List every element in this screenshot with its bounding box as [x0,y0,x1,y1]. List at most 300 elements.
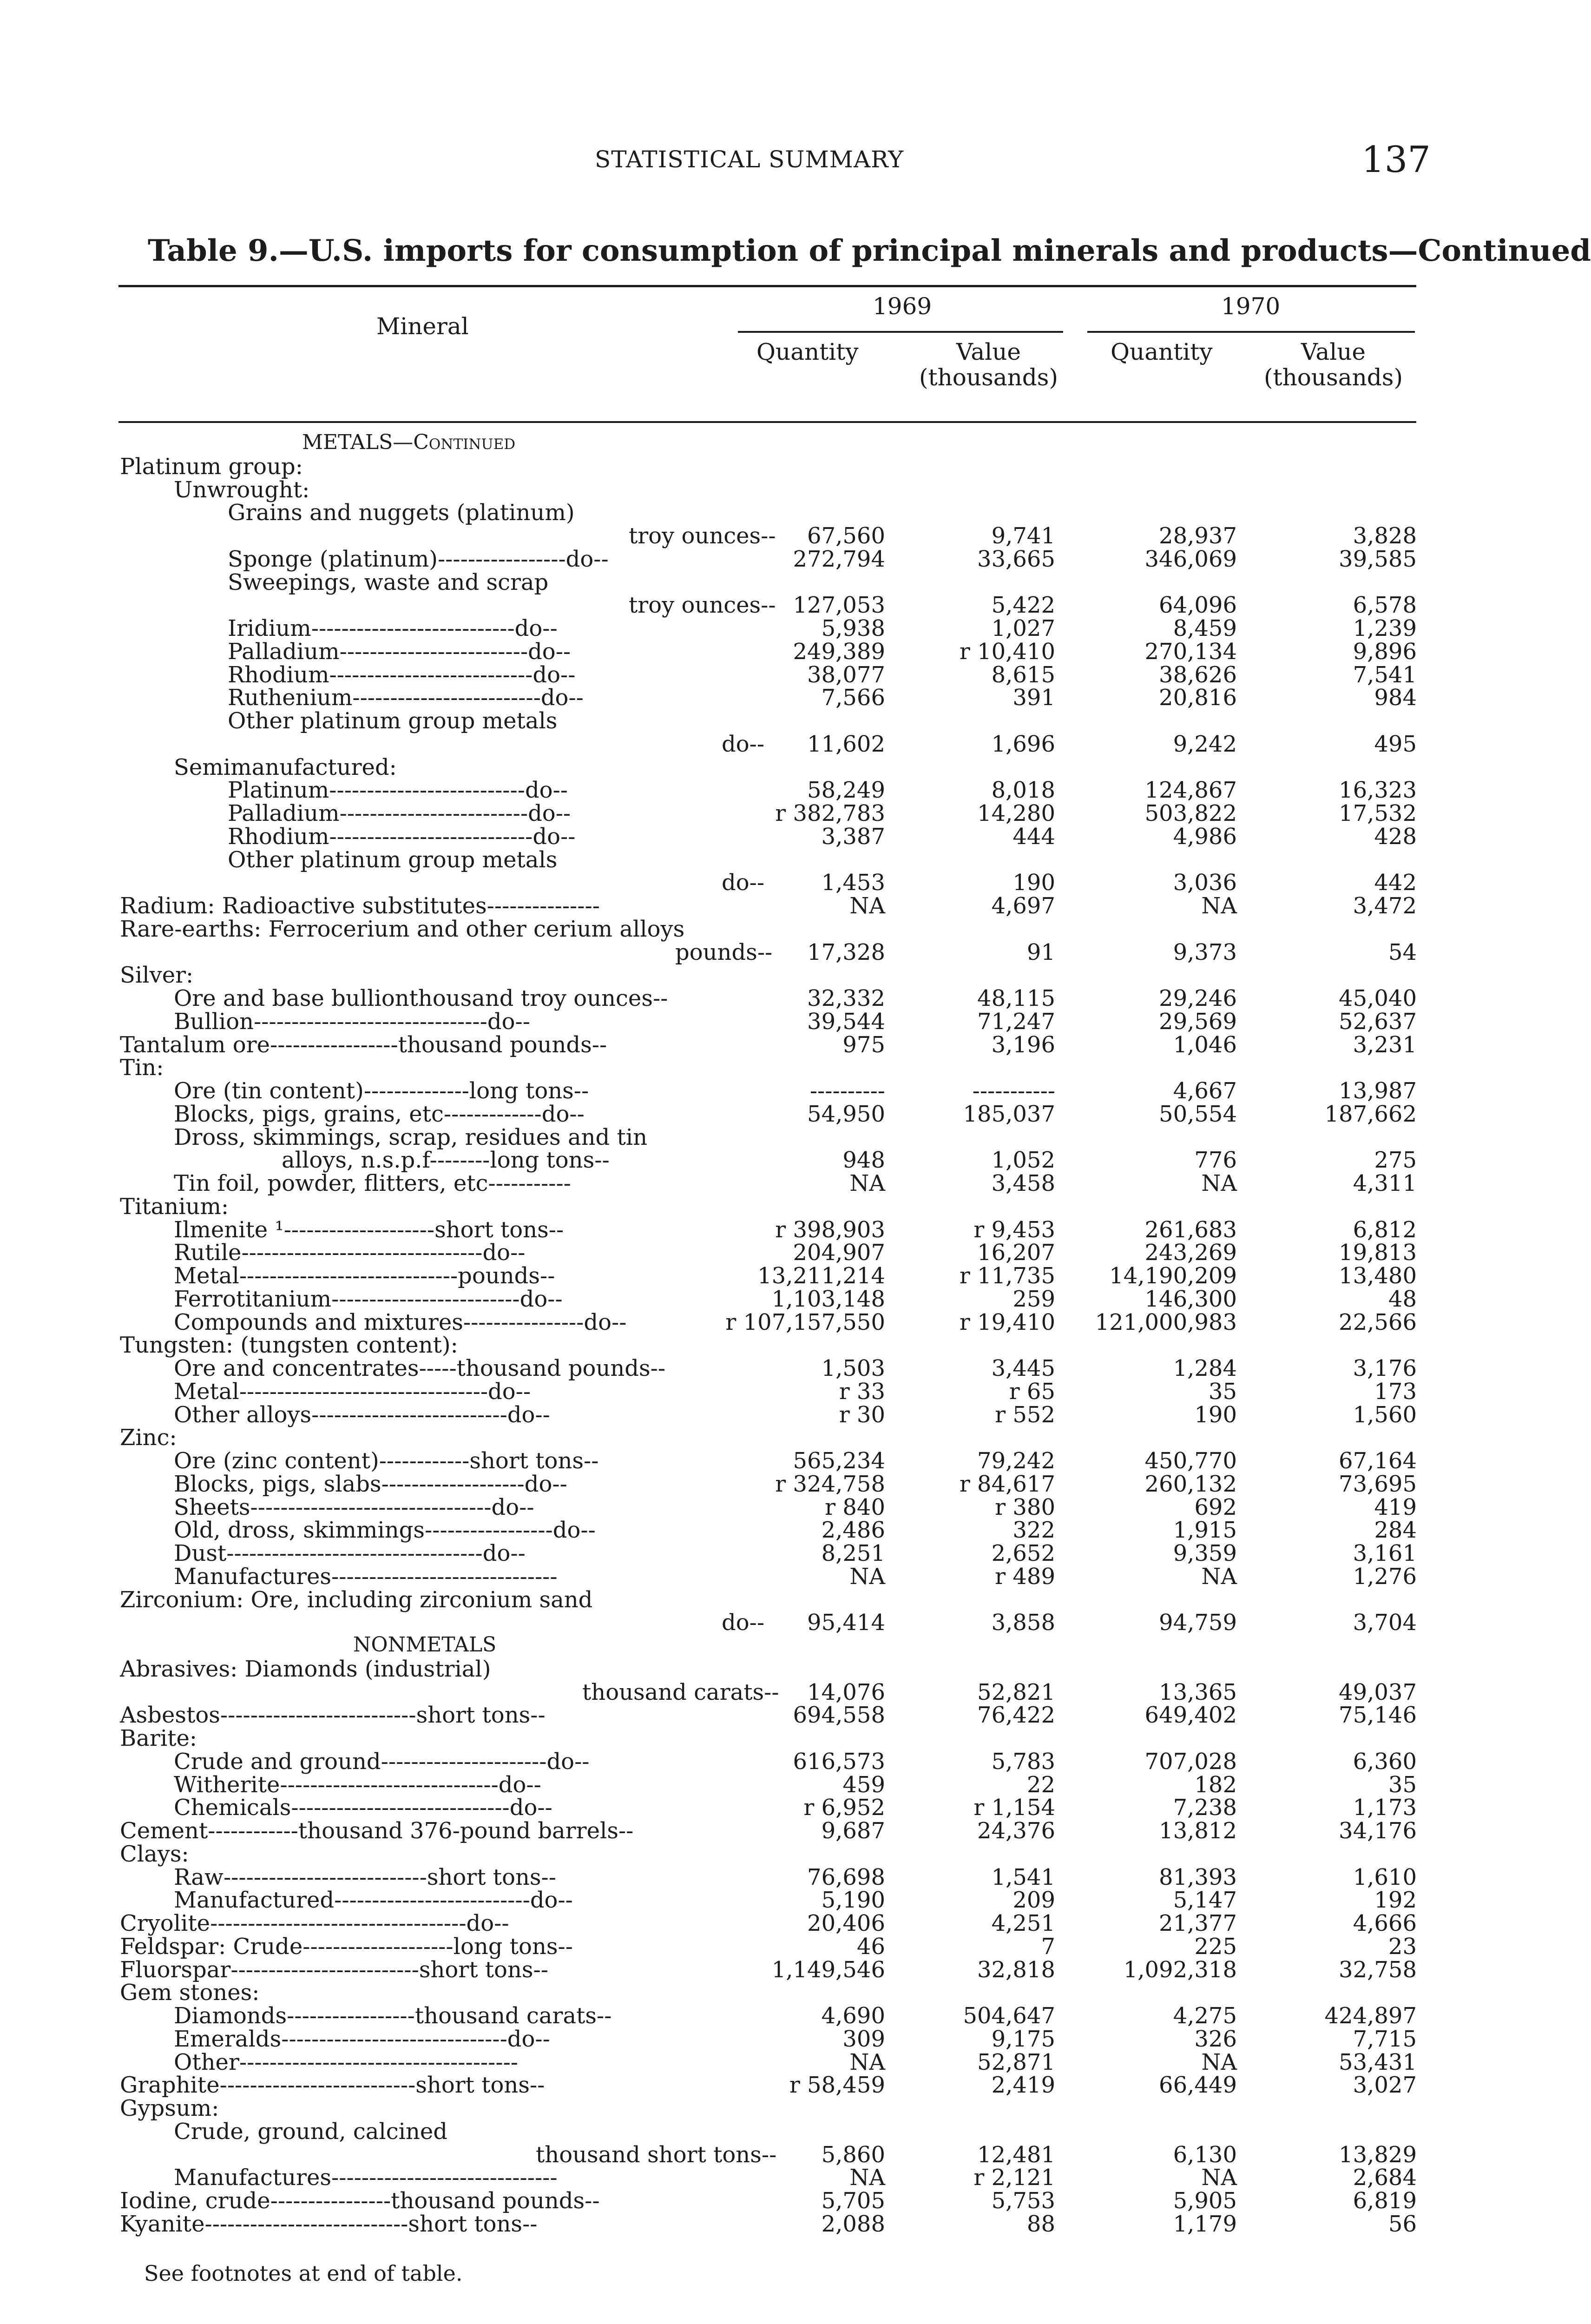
row-unit: short tons [469,1448,584,1474]
value-cell: 14,280 [977,800,1055,826]
row-label: Fluorspar-------------------------short tons-- [120,1956,548,1983]
value-cell: 6,819 [1353,2188,1417,2214]
value-cell: 9,896 [1353,638,1417,665]
leader-dots: ------------- [443,1101,542,1127]
value-cell: 76,698 [807,1864,885,1890]
row-label: Gem stones: [120,1980,260,2006]
header-bottom-rule [118,421,1416,423]
value-cell: 270,134 [1144,638,1237,665]
value-cell: 428 [1374,823,1417,850]
table-row [0,1889,1570,1913]
row-label: Manufactured--------------------------do-- [174,1887,573,1914]
value-cell: NA [1201,2165,1237,2191]
value-cell: 7,566 [821,685,885,711]
value-cell: r 33 [839,1378,885,1405]
row-unit: do [514,615,543,641]
value-cell: 4,275 [1173,2003,1237,2029]
value-cell: 322 [1012,1517,1055,1544]
row-label: Compounds and mixtures----------------do-- [174,1309,627,1335]
row-unit: short tons [434,1216,549,1243]
value-cell: 38,077 [807,661,885,688]
leader-dots: ----------------------------- [239,1263,458,1289]
value-cell: NA [849,2049,885,2075]
leader-dots: ------------------------------ [331,2165,558,2191]
value-cell: r 840 [825,1494,885,1520]
value-cell: 4,690 [821,2003,885,2029]
row-unit: pounds [458,1263,540,1289]
value-cell: 3,458 [991,1170,1055,1196]
leader-dots: ----------------------------- [291,1795,510,1821]
value-cell: 64,096 [1159,592,1237,619]
value-cell: 22 [1026,1771,1055,1798]
table-row [0,1380,1570,1405]
row-label: Ferrotitanium-------------------------do-- [174,1286,563,1312]
value-cell: 3,472 [1353,893,1417,919]
value-cell: 192 [1374,1887,1417,1914]
row-unit: short tons [427,1864,541,1890]
value-cell: 7,715 [1353,2026,1417,2052]
table-row [0,1473,1570,1497]
value-cell: ---------- [809,1078,885,1104]
value-cell: 450,770 [1144,1448,1237,1474]
table-row [0,640,1570,665]
leader-dots: ----- [419,1355,457,1381]
row-label: Manufactures------------------------------ [174,1563,558,1590]
leader-dots: ------------ [208,1818,298,1844]
value-1969-header: Value (thousands) [919,338,1058,391]
table-row [0,1586,1570,1613]
leader-dots: ------------------------------------- [239,2049,518,2075]
leader-dots: --------------------------- [223,1864,427,1890]
value-cell: 3,196 [991,1031,1055,1058]
row-label: Cement------------thousand 376-pound barrels-- [120,1818,634,1844]
value-cell: 29,246 [1159,985,1237,1011]
row-unit: do [540,685,569,711]
row-unit: do [498,1771,526,1798]
value-cell: 9,373 [1173,939,1237,965]
value-cell: 209 [1012,1887,1055,1914]
value-cell: 975 [842,1031,885,1058]
leader-dots: ------------------------- [331,1286,520,1312]
row-unit: do [482,1240,511,1266]
row-label: Zinc: [120,1425,177,1451]
value-cell: 9,359 [1173,1540,1237,1566]
value-cell: 50,554 [1159,1101,1237,1127]
row-label: Ore (zinc content)------------short tons-- [174,1448,599,1474]
row-unit: thousand pounds [456,1355,651,1381]
row-label: Ore (tin content)--------------long tons-- [174,1078,589,1104]
row-label: Tantalum ore-----------------thousand pounds-- [120,1031,607,1058]
value-cell: 66,449 [1159,2072,1237,2099]
value-cell: 3,036 [1173,870,1237,896]
table-title: Table 9.—U.S. imports for consumption of principal minerals and products—Continued [148,233,1591,268]
table-row [0,1935,1570,1960]
row-unit: thousand 376-pound barrels [298,1818,618,1844]
value-cell: 3,828 [1353,523,1417,549]
value-cell: 419 [1374,1494,1417,1520]
value-cell: r 489 [995,1563,1055,1590]
value-cell: 49,037 [1339,1679,1417,1705]
value-cell: 28,937 [1159,523,1237,549]
leader-dots: ----------------------------- [280,1771,499,1798]
section-heading [0,1635,1570,1659]
leader-dots: -- [749,1610,765,1636]
value-cell: 190 [1194,1401,1237,1428]
value-cell: 32,758 [1339,1956,1417,1983]
leader-dots: --------------------------------- [239,1378,488,1405]
value-cell: 91 [1026,939,1055,965]
leader-dots: ------------------- [381,1471,525,1497]
value-cell: 17,328 [807,939,885,965]
leader-dots: -------------------------- [220,1702,416,1729]
row-unit: thousand pounds [391,2188,585,2214]
leader-dots: ----------------- [437,546,566,572]
value-cell: 1,173 [1353,1795,1417,1821]
row-label: Tin: [120,1055,164,1081]
table-row [0,1912,1570,1936]
row-unit: do [565,546,594,572]
value-cell: 6,578 [1353,592,1417,619]
table-row [0,1542,1570,1566]
leader-dots: ------------------------------ [331,1563,558,1590]
value-cell: 4,697 [991,893,1055,919]
table-row [0,1450,1570,1474]
row-label: Asbestos--------------------------short tons-- [120,1702,546,1729]
value-cell: 52,821 [977,1679,1055,1705]
table-row [0,1149,1570,1173]
year-1969-rule [738,331,1063,333]
value-cell: NA [849,1563,885,1590]
value-cell: 95,414 [807,1610,885,1636]
value-cell: 2,419 [991,2072,1055,2099]
value-cell: 185,037 [963,1101,1055,1127]
value-cell: 5,190 [821,1887,885,1914]
row-unit: do [519,1286,548,1312]
leader-dots: -- [749,870,765,896]
value-cell: r 398,903 [775,1216,885,1243]
value-cell: 249,389 [793,638,885,665]
value-cell: 3,858 [991,1610,1055,1636]
leader-dots: -------------------- [302,1933,454,1960]
table-row [0,1334,1570,1358]
value-cell: 14,076 [807,1679,885,1705]
table-row [0,987,1570,1011]
value-cell: 2,652 [991,1540,1055,1566]
value-cell: 309 [842,2026,885,2052]
value-cell: 272,794 [793,546,885,572]
table-row [0,2097,1570,2121]
row-unit: long tons [490,1147,595,1174]
table-row [0,1771,1570,1798]
value-cell: r 65 [1009,1378,1055,1405]
row-unit: do [528,800,556,826]
value-cell: 13,812 [1159,1818,1237,1844]
row-unit: do [507,1401,535,1428]
value-cell: 22,566 [1339,1309,1417,1335]
value-cell: 46 [856,1933,885,1960]
value-cell: r 2,121 [973,2165,1055,2191]
value-cell: 121,000,983 [1095,1309,1237,1335]
table-row [0,1216,1570,1243]
leader-dots: -------------- [363,1078,469,1104]
leader-dots: ---------------------------------- [210,1910,467,1936]
value-cell: 5,753 [991,2188,1055,2214]
row-unit: short tons [416,1702,531,1729]
value-cell: 1,092,318 [1123,1956,1237,1983]
table-row [0,1103,1570,1127]
row-label: Other platinum group metals [228,846,558,873]
value-cell: 20,816 [1159,685,1237,711]
leader-dots: ------------------------- [230,1956,419,1983]
row-label: Feldspar: Crude--------------------long tons-- [120,1933,573,1960]
value-cell: 53,431 [1339,2049,1417,2075]
row-label: Dust----------------------------------do-- [174,1540,526,1566]
table-row [0,1681,1570,1705]
value-cell: 1,103,148 [771,1286,885,1312]
value-cell: 182 [1194,1771,1237,1798]
value-cell: 33,665 [977,546,1055,572]
value-cell: 2,684 [1353,2165,1417,2191]
row-label: Unwrought: [174,476,310,503]
table-row [0,2074,1570,2098]
leader-dots: ---------------------------------- [226,1540,483,1566]
value-cell: 76,422 [977,1702,1055,1729]
value-cell: 8,459 [1173,615,1237,641]
row-label: troy ounces-- [629,523,776,549]
table-row [0,756,1570,780]
value-cell: 7 [1041,1933,1055,1960]
table-row [0,779,1570,803]
value-cell: r 58,459 [789,2072,885,2099]
value-cell: 34,176 [1339,1818,1417,1844]
value-cell: 259 [1012,1286,1055,1312]
row-label: Titanium: [120,1193,229,1220]
row-label: Clays: [120,1841,189,1867]
leader-dots: ------------------------------- [254,1008,487,1035]
value-cell: 616,573 [793,1748,885,1775]
value-cell: 6,360 [1353,1748,1417,1775]
table-row [0,525,1570,549]
table-row [0,2166,1570,2191]
row-label: Barite: [120,1725,197,1751]
value-cell: 275 [1374,1147,1417,1174]
value-cell: 71,247 [977,1008,1055,1035]
value-cell: 261,683 [1144,1216,1237,1243]
row-unit: do [524,1471,552,1497]
table-row [0,825,1570,850]
year-1970-rule [1087,331,1415,333]
value-cell: 5,705 [821,2188,885,2214]
leader-dots: -------------------------- [329,777,525,804]
value-cell: 204,907 [793,1240,885,1266]
value-cell: 56 [1388,2211,1417,2237]
value-cell: r 552 [995,1401,1055,1428]
value-cell: 16,207 [977,1240,1055,1266]
row-label: Rare-earths: Ferrocerium and other cerium alloys [120,916,685,942]
row-label: Graphite--------------------------short tons-- [120,2072,545,2099]
value-cell: 1,149,546 [771,1956,885,1983]
leader-dots: -------------------------- [219,2072,416,2099]
row-unit: long tons [453,1933,558,1960]
row-label: Ore and concentrates-----thousand pounds-- [174,1355,666,1381]
value-cell: 3,387 [821,823,885,850]
value-cell: NA [1201,893,1237,919]
table-row [0,594,1570,618]
value-cell: 187,662 [1324,1101,1417,1127]
table-row [0,1357,1570,1381]
value-cell: 124,867 [1144,777,1237,804]
value-cell: r 380 [995,1494,1055,1520]
leader-dots: ----------------- [287,2003,415,2029]
value-cell: 391 [1012,685,1055,711]
table-row [0,1126,1570,1150]
leader-dots: -------------------------------- [250,1494,492,1520]
table-row [0,2141,1570,2168]
row-label: Crude, ground, calcined [174,2118,448,2145]
row-unit: do [525,777,553,804]
table-row [0,846,1570,873]
row-label: Tungsten: (tungsten content): [120,1332,458,1359]
row-label: Cryolite----------------------------------do-- [120,1910,509,1936]
value-cell: 442 [1374,870,1417,896]
row-label: Raw---------------------------short tons-- [174,1864,556,1890]
value-cell: r 30 [839,1401,885,1428]
value-cell: 2,486 [821,1517,885,1544]
table-row [0,1288,1570,1312]
value-cell: 16,323 [1339,777,1417,804]
leader-dots: ----------------- [425,1517,553,1544]
value-cell: 32,818 [977,1956,1055,1983]
table-row [0,1426,1570,1451]
leader-dots: --------------------------- [329,661,533,688]
row-label: Old, dross, skimmings-----------------do-- [174,1517,596,1544]
table-row [0,2213,1570,2237]
value-cell: 1,027 [991,615,1055,641]
row-unit: thousand pounds [398,1031,592,1058]
leader-dots: ----------------- [270,1031,398,1058]
table-row [0,2005,1570,2029]
value-cell: 127,053 [793,592,885,619]
leader-dots: -------------------- [283,1216,435,1243]
footnote: See footnotes at end of table. [144,2261,463,2286]
value-cell: 75,146 [1339,1702,1417,1729]
row-unit: do [488,1378,516,1405]
value-cell: 8,615 [991,661,1055,688]
row-label: thousand short tons-- [536,2141,777,2168]
row-label: Blocks, pigs, grains, etc-------------do-- [174,1101,585,1127]
value-cell: 173 [1374,1378,1417,1405]
table-row [0,661,1570,688]
leader-dots: --------------------------- [204,2211,408,2237]
row-label: Sweepings, waste and scrap [228,569,549,595]
table-row [0,502,1570,526]
value-cell: ----------- [972,1078,1055,1104]
value-cell: NA [849,1170,885,1196]
row-label: Chemicals-----------------------------do-- [174,1795,552,1821]
value-cell: 4,311 [1353,1170,1417,1196]
value-cell: 5,147 [1173,1887,1237,1914]
row-label: Tin foil, powder, flitters, etc----------- [174,1170,571,1196]
value-cell: 54 [1388,939,1417,965]
value-cell: r 382,783 [775,800,885,826]
row-label: Gypsum: [120,2095,219,2121]
value-cell: 73,695 [1339,1471,1417,1497]
section-label: NONMETALS [353,1633,497,1657]
table-row [0,1311,1570,1335]
value-cell: 692 [1194,1494,1237,1520]
row-label: Sponge (platinum)-----------------do-- [228,546,609,572]
value-cell: 7,541 [1353,661,1417,688]
table-row [0,1519,1570,1543]
value-cell: 346,069 [1144,546,1237,572]
table-row [0,733,1570,757]
value-cell: 3,027 [1353,2072,1417,2099]
row-label: thousand carats-- [582,1679,779,1705]
leader-dots: ------------------------- [339,638,528,665]
value-cell: r 6,952 [803,1795,885,1821]
value-cell: 35 [1388,1771,1417,1798]
value-cell: 1,610 [1353,1864,1417,1890]
table-row [0,1056,1570,1081]
value-cell: 146,300 [1144,1286,1237,1312]
leader-dots: -------- [429,1147,490,1174]
value-cell: r 324,758 [775,1471,885,1497]
leader-dots: --------------------------- [311,615,515,641]
table-row [0,1796,1570,1821]
value-cell: 1,046 [1173,1031,1237,1058]
value-cell: r 10,410 [959,638,1055,665]
row-unit: do [541,1101,570,1127]
table-row [0,1981,1570,2006]
value-cell: NA [849,2165,885,2191]
table-row [0,1195,1570,1220]
leader-dots: ---------------- [463,1309,584,1335]
table-row [0,941,1570,965]
row-label: Iridium---------------------------do-- [228,615,558,641]
row-unit: short tons [408,2211,523,2237]
row-label: Emeralds------------------------------do-- [174,2026,550,2052]
value-cell: 260,132 [1144,1471,1237,1497]
value-cell: 776 [1194,1147,1237,1174]
value-cell: 9,687 [821,1818,885,1844]
leader-dots: ------------------------- [352,685,541,711]
row-label: Platinum group: [120,453,303,480]
value-cell: 4,986 [1173,823,1237,850]
table-row [0,2051,1570,2075]
leader-dots: -- [764,1679,779,1705]
row-label: Other platinum group metals [228,708,558,734]
value-cell: 32,332 [807,985,885,1011]
value-cell: 39,544 [807,1008,885,1035]
value-cell: 11,602 [807,731,885,757]
leader-dots: -- [761,2141,777,2168]
running-header: STATISTICAL SUMMARY [595,146,904,173]
table-row [0,802,1570,826]
value-cell: 67,560 [807,523,885,549]
row-unit: do [491,1494,519,1520]
table-row [0,710,1570,734]
value-cell: 88 [1026,2211,1055,2237]
table-row [0,1704,1570,1728]
value-cell: 504,647 [963,2003,1055,2029]
value-cell: 14,190,209 [1109,1263,1237,1289]
value-cell: 48,115 [977,985,1055,1011]
row-unit: do [528,638,556,665]
table-row [0,1031,1570,1058]
value-cell: 94,759 [1159,1610,1237,1636]
value-cell: 35 [1208,1378,1237,1405]
value-cell: 13,480 [1339,1263,1417,1289]
